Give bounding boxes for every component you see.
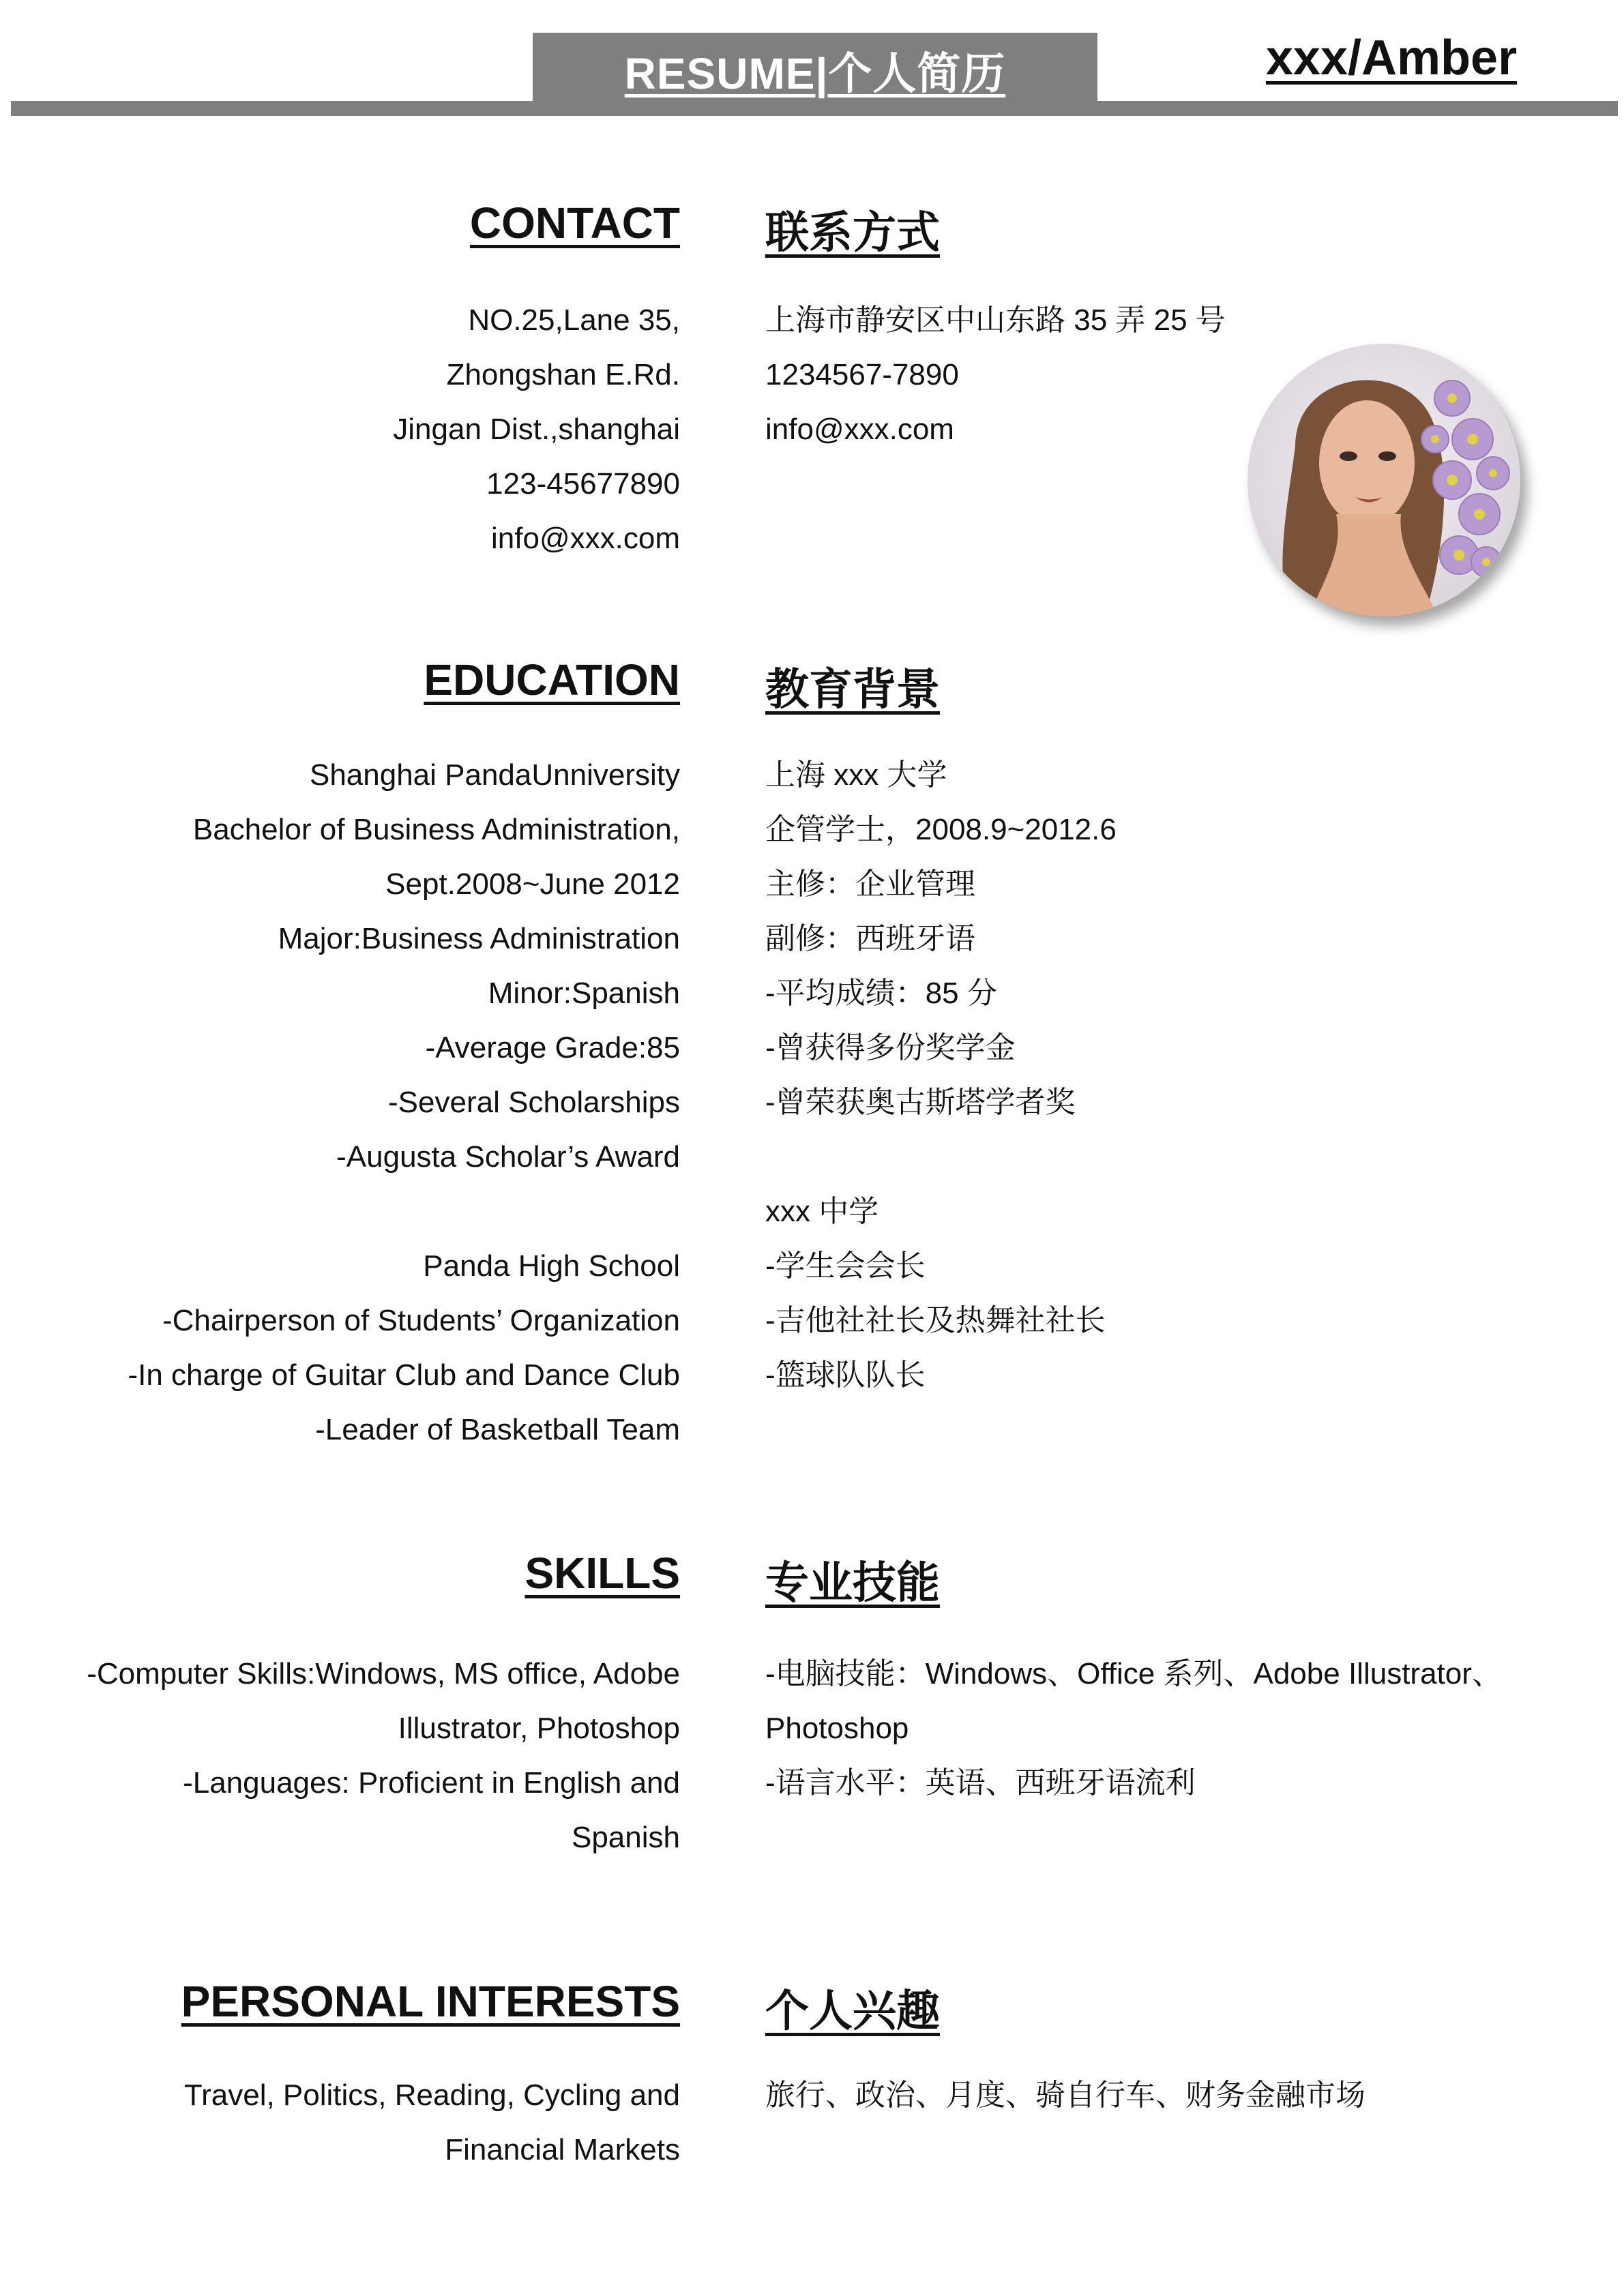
skills-line: -Languages: Proficient in English and xyxy=(183,1766,680,1800)
contact-heading-en: CONTACT xyxy=(469,198,680,248)
skills-heading-en: SKILLS xyxy=(525,1549,680,1598)
education-line: -Several Scholarships xyxy=(388,1086,680,1119)
contact-line: NO.25,Lane 35, xyxy=(468,303,680,337)
skills-details-cn xyxy=(765,1647,1502,1810)
interests-line: Financial Markets xyxy=(445,2133,680,2166)
contact-phone: 123-45677890 xyxy=(486,467,680,501)
education-line: -Augusta Scholar’s Award xyxy=(336,1140,680,1174)
contact-email: info@xxx.com xyxy=(765,413,954,446)
education-line: -Average Grade:85 xyxy=(425,1031,680,1064)
resume-title: RESUME|个人简历 xyxy=(624,49,1006,98)
education-heading-cn: 教育背景 xyxy=(765,665,940,714)
education-line: Major:Business Administration xyxy=(278,922,680,955)
skills-line: Photoshop xyxy=(765,1712,909,1745)
contact-details-cn xyxy=(765,293,1226,457)
education-line: -篮球队队长 xyxy=(765,1358,926,1392)
contact-details-en xyxy=(393,293,680,566)
interests-line: Travel, Politics, Reading, Cycling and xyxy=(183,2078,680,2112)
contact-heading-cn: 联系方式 xyxy=(765,208,940,257)
education-line: Panda High School xyxy=(423,1249,680,1283)
skills-line: -Computer Skills:Windows, MS office, Adobe xyxy=(87,1657,680,1690)
education-line: -Chairperson of Students’ Organization xyxy=(162,1304,680,1337)
skills-line: -语言水平：英语、西班牙语流利 xyxy=(765,1766,1196,1800)
contact-phone: 1234567-7890 xyxy=(765,358,959,391)
interests-details-cn xyxy=(765,2068,1365,2123)
education-line: -吉他社社长及热舞社社长 xyxy=(765,1304,1106,1337)
education-line: Shanghai PandaUnniversity xyxy=(309,758,680,792)
education-heading-en: EDUCATION xyxy=(424,655,680,704)
education-line: Minor:Spanish xyxy=(488,976,680,1010)
education-line: Bachelor of Business Administration, xyxy=(192,813,680,846)
education-line: -曾荣获奥古斯塔学者奖 xyxy=(765,1086,1076,1119)
candidate-name: xxx/Amber xyxy=(1265,31,1518,85)
interests-heading-en: PERSONAL INTERESTS xyxy=(181,1977,680,2026)
profile-photo xyxy=(1247,344,1520,616)
education-spacer xyxy=(765,1130,1117,1184)
skills-heading-cn: 专业技能 xyxy=(765,1558,940,1607)
education-line: -平均成绩：85 分 xyxy=(765,976,997,1010)
education-line: 副修：西班牙语 xyxy=(765,922,975,955)
skills-line: -电脑技能：Windows、Office 系列、Adobe Illustrator、 xyxy=(765,1657,1502,1690)
resume-title-tab xyxy=(533,33,1097,108)
skills-details-en xyxy=(87,1647,680,1865)
education-line: -In charge of Guitar Club and Dance Club xyxy=(128,1358,680,1392)
contact-line: 上海市静安区中山东路 35 弄 25 号 xyxy=(765,303,1226,337)
contact-email: info@xxx.com xyxy=(491,522,680,555)
education-line: -曾获得多份奖学金 xyxy=(765,1031,1016,1064)
education-line: -Leader of Basketball Team xyxy=(315,1413,680,1446)
interests-details-en xyxy=(184,2068,680,2177)
education-spacer xyxy=(128,1184,680,1239)
education-details-cn xyxy=(765,748,1117,1403)
contact-line: Zhongshan E.Rd. xyxy=(446,358,680,391)
skills-line: Spanish xyxy=(571,1821,680,1854)
education-line: Sept.2008~June 2012 xyxy=(385,867,680,901)
education-line: -学生会会长 xyxy=(765,1249,926,1283)
education-line: 主修：企业管理 xyxy=(765,867,975,901)
interests-heading-cn: 个人兴趣 xyxy=(765,1986,940,2036)
skills-line: Illustrator, Photoshop xyxy=(398,1712,680,1745)
interests-line: 旅行、政治、月度、骑自行车、财务金融市场 xyxy=(765,2078,1365,2112)
education-line: xxx 中学 xyxy=(765,1195,879,1228)
education-line: 企管学士，2008.9~2012.6 xyxy=(765,813,1117,846)
contact-line: Jingan Dist.,shanghai xyxy=(393,413,680,446)
education-details-en xyxy=(128,748,680,1457)
portrait-image xyxy=(1247,344,1520,616)
education-line: 上海 xxx 大学 xyxy=(765,758,947,792)
